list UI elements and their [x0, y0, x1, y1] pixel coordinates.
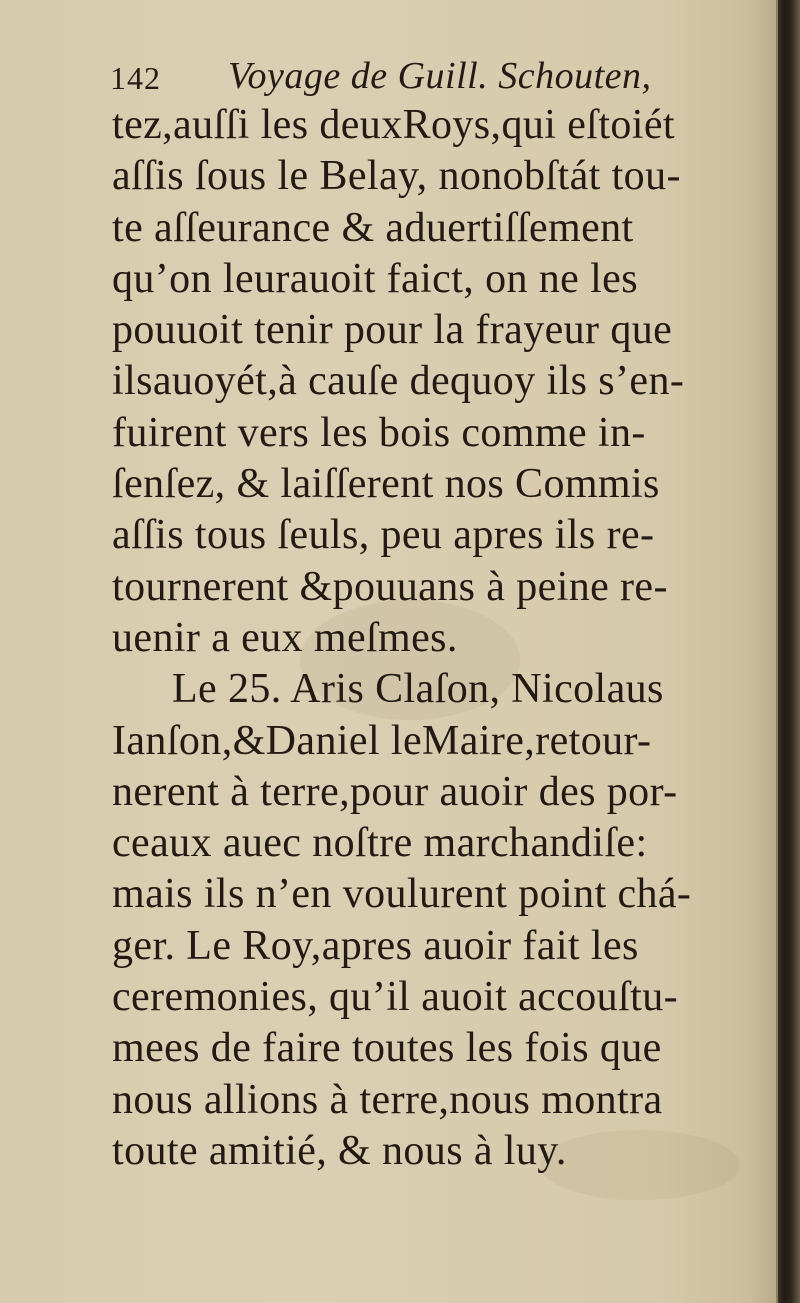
text-line: uenir a eux meſmes. [112, 614, 458, 661]
text-line: nerent à terre,pour auoir des por- [112, 768, 678, 815]
text-line: tez,auſſi les deuxRoys,qui eſtoiét [112, 102, 675, 148]
text-line: nous allions à terre,nous montra [112, 1076, 663, 1123]
body-text [112, 100, 732, 1177]
text-line: ilsauoyét,à cauſe dequoy ils s’en- [112, 358, 685, 405]
text-line: qu’on leurauoit faict, on ne les [112, 255, 638, 302]
book-spine [778, 0, 800, 1303]
text-line: te aſſeurance & aduertiſſement [112, 204, 634, 251]
text-line: fuirent vers les bois comme in- [112, 409, 646, 456]
running-head: Voyage de Guill. Schouten, [228, 55, 652, 97]
text-line: ceaux auec noſtre marchandiſe: [112, 820, 648, 867]
text-line: ſenſez, & laiſſerent nos Commis [112, 461, 660, 508]
text-line: mees de faire toutes les fois que [112, 1025, 662, 1072]
text-line: Le 25. Aris Claſon, Nicolaus [172, 666, 664, 713]
text-line: ger. Le Roy,apres auoir fait les [112, 922, 639, 969]
text-line: mais ils n’en voulurent point chá- [112, 871, 692, 918]
text-line: aſſis tous ſeuls, peu apres ils re- [112, 512, 655, 559]
text-line: toute amitié, & nous à luy. [112, 1127, 567, 1174]
text-line: tournerent &pouuans à peine re- [112, 563, 668, 610]
page-number: 142 [110, 60, 161, 96]
page-header [110, 54, 710, 100]
text-line: Ianſon,&Daniel leMaire,retour- [112, 717, 652, 764]
text-line: ceremonies, qu’il auoit accouſtu- [112, 974, 678, 1021]
text-line: pouuoit tenir pour la frayeur que [112, 307, 673, 354]
text-line: aſſis ſous le Belay, nonobſtát tou- [112, 153, 681, 200]
